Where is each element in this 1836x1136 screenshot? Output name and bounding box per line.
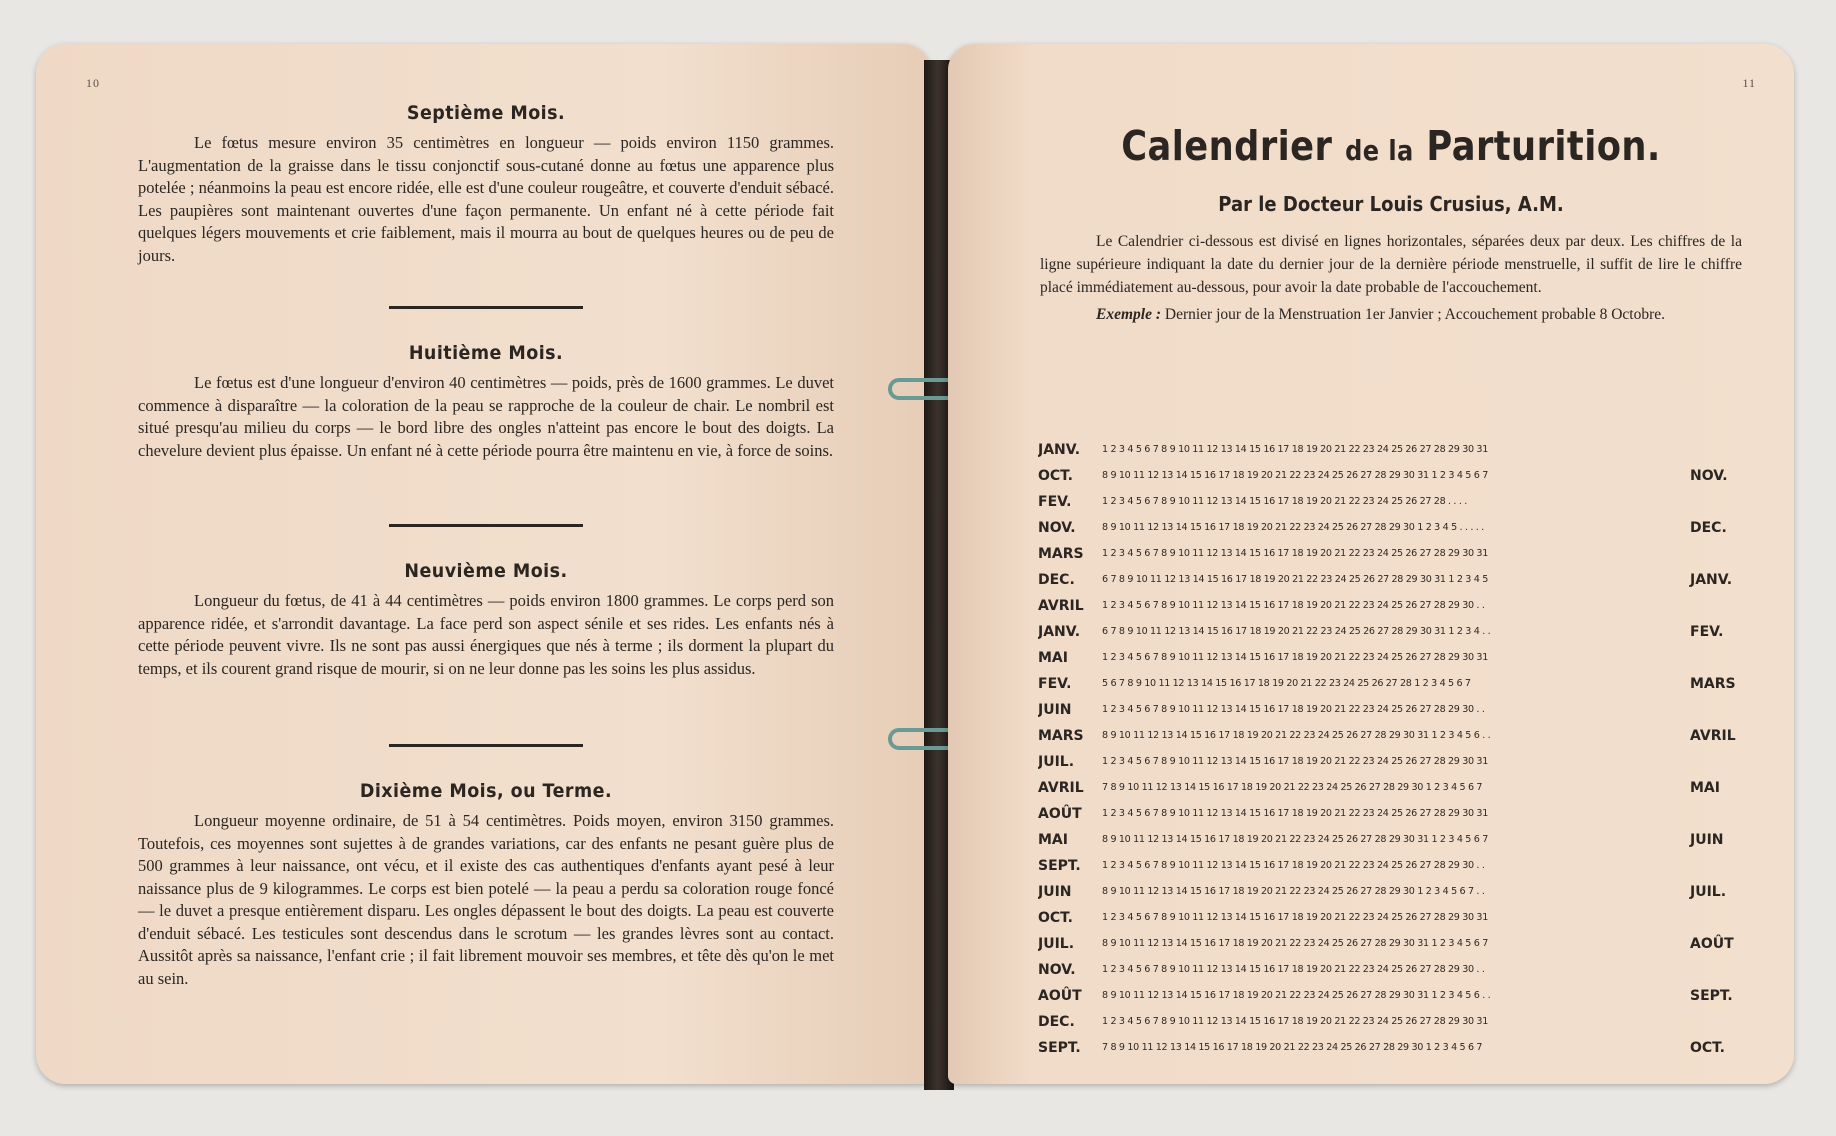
calendar-row-last-period: [1038, 957, 1742, 983]
month-label: MAI: [1038, 650, 1068, 666]
next-month-label: JUIL.: [1690, 884, 1727, 900]
month-label: MARS: [1038, 546, 1084, 562]
day-numbers: 1 2 3 4 5 6 7 8 9 10 11 12 13 14 15 16 17 18 19 20 21 22 23 24 25 26 27 28 29 30 31: [1102, 912, 1488, 923]
empty-cell: [1686, 437, 1742, 463]
day-numbers: 1 2 3 4 5 6 7 8 9 10 11 12 13 14 15 16 17 18 19 20 21 22 23 24 25 26 27 28 . . . .: [1102, 496, 1467, 507]
right-page: [948, 44, 1794, 1084]
day-numbers: 1 2 3 4 5 6 7 8 9 10 11 12 13 14 15 16 17 18 19 20 21 22 23 24 25 26 27 28 29 30 . .: [1102, 600, 1485, 611]
month-label: AVRIL: [1038, 780, 1084, 796]
day-numbers: 1 2 3 4 5 6 7 8 9 10 11 12 13 14 15 16 17 18 19 20 21 22 23 24 25 26 27 28 29 30 . .: [1102, 704, 1485, 715]
day-numbers: 6 7 8 9 10 11 12 13 14 15 16 17 18 19 20 21 22 23 24 25 26 27 28 29 30 31 1 2 3 4 5: [1102, 574, 1488, 585]
calendar-row-due-date: [1038, 1035, 1742, 1061]
section-ninth-month: [138, 560, 834, 680]
day-numbers: 8 9 10 11 12 13 14 15 16 17 18 19 20 21 22 23 24 25 26 27 28 29 30 31 1 2 3 4 5 6 . .: [1102, 730, 1491, 741]
calendar-row-due-date: [1038, 619, 1742, 645]
calendar-row-last-period: [1038, 645, 1742, 671]
month-label: SEPT.: [1038, 858, 1081, 874]
day-numbers: 1 2 3 4 5 6 7 8 9 10 11 12 13 14 15 16 17 18 19 20 21 22 23 24 25 26 27 28 29 30 31: [1102, 756, 1488, 767]
empty-cell: [1686, 489, 1742, 515]
section-tenth-month: [138, 780, 834, 990]
month-label: JANV.: [1038, 442, 1081, 458]
next-month-label: AOÛT: [1690, 936, 1734, 952]
title-end: Parturition.: [1426, 122, 1661, 170]
section-title: Huitième Mois.: [408, 342, 564, 364]
empty-cell: [1686, 749, 1742, 775]
calendar-row-last-period: [1038, 489, 1742, 515]
day-numbers: 7 8 9 10 11 12 13 14 15 16 17 18 19 20 21 22 23 24 25 26 27 28 29 30 1 2 3 4 5 6 7: [1102, 782, 1483, 793]
title-main: Calendrier: [1121, 122, 1333, 170]
calendar-row-last-period: [1038, 749, 1742, 775]
next-month-label: FEV.: [1690, 624, 1724, 640]
section-title: Dixième Mois, ou Terme.: [359, 780, 613, 802]
day-numbers: 8 9 10 11 12 13 14 15 16 17 18 19 20 21 22 23 24 25 26 27 28 29 30 1 2 3 4 5 . . . . .: [1102, 522, 1484, 533]
month-label: FEV.: [1038, 676, 1072, 692]
day-numbers: 1 2 3 4 5 6 7 8 9 10 11 12 13 14 15 16 17 18 19 20 21 22 23 24 25 26 27 28 29 30 . .: [1102, 964, 1485, 975]
calendar-row-due-date: [1038, 515, 1742, 541]
day-numbers: 1 2 3 4 5 6 7 8 9 10 11 12 13 14 15 16 17 18 19 20 21 22 23 24 25 26 27 28 29 30 . .: [1102, 860, 1485, 871]
calendar-row-last-period: [1038, 801, 1742, 827]
day-numbers: 6 7 8 9 10 11 12 13 14 15 16 17 18 19 20 21 22 23 24 25 26 27 28 29 30 31 1 2 3 4 . .: [1102, 626, 1491, 637]
section-text: Le fœtus est d'une longueur d'environ 40 centimètres — poids, près de 1600 grammes. Le duvet commence à disparaître — la coloration de la peau se rapproche de la couleur de chair. Le nombril est situé presqu'au milieu du corps — le bord libre des ongles n'atteint pas encore le bout des doigts. La chevelure devient plus épaisse. Un enfant né à cette période pourra être maintenu en vie, à force de soins.: [138, 373, 834, 460]
month-label: MARS: [1038, 728, 1084, 744]
month-label: OCT.: [1038, 468, 1073, 484]
calendar-row-due-date: [1038, 931, 1742, 957]
section-title: Septième Mois.: [406, 102, 566, 124]
calendar-row-due-date: [1038, 827, 1742, 853]
month-label: JUIL.: [1038, 936, 1075, 952]
section-text: Longueur moyenne ordinaire, de 51 à 54 centimètres. Poids moyen, environ 3150 grammes. Toutefois, ces moyennes sont sujettes à de grandes variations, car des enfants ne pesant guère plus de 500 grammes à leur naissance, ont vécu, et il existe des cas authentiques d'enfants ayant pesé à leur naissance plus de 9 kilogrammes. Le corps est bien potelé — la peau a perdu sa coloration rouge foncé — le duvet a presque entièrement disparu. Les ongles dépassent le bout des doigts. La peau est couverte d'enduit sébacé. Les testicules sont descendus dans le scrotum — les grandes lèvres sont au contact. Aussitôt après sa naissance, l'enfant crie ; il fait librement mouvoir ses membres, et tête dès qu'on le met au sein.: [138, 811, 834, 988]
day-numbers: 7 8 9 10 11 12 13 14 15 16 17 18 19 20 21 22 23 24 25 26 27 28 29 30 1 2 3 4 5 6 7: [1102, 1042, 1483, 1053]
next-month-label: SEPT.: [1690, 988, 1733, 1004]
section-divider: [389, 306, 583, 309]
calendar-row-last-period: [1038, 437, 1742, 463]
month-label: JANV.: [1038, 624, 1081, 640]
example-paragraph: [1040, 303, 1742, 326]
right-folio: 11: [1742, 76, 1756, 90]
empty-cell: [1686, 957, 1742, 983]
day-numbers: 8 9 10 11 12 13 14 15 16 17 18 19 20 21 22 23 24 25 26 27 28 29 30 31 1 2 3 4 5 6 7: [1102, 834, 1488, 845]
calendar-row-due-date: [1038, 671, 1742, 697]
left-folio: 10: [86, 76, 100, 90]
empty-cell: [1686, 541, 1742, 567]
month-label: FEV.: [1038, 494, 1072, 510]
calendar-row-last-period: [1038, 853, 1742, 879]
month-label: JUIL.: [1038, 754, 1075, 770]
day-numbers: 8 9 10 11 12 13 14 15 16 17 18 19 20 21 22 23 24 25 26 27 28 29 30 1 2 3 4 5 6 7 . .: [1102, 886, 1485, 897]
calendar-row-last-period: [1038, 697, 1742, 723]
calendar-row-last-period: [1038, 541, 1742, 567]
month-label: SEPT.: [1038, 1040, 1081, 1056]
day-numbers: 1 2 3 4 5 6 7 8 9 10 11 12 13 14 15 16 17 18 19 20 21 22 23 24 25 26 27 28 29 30 31: [1102, 808, 1488, 819]
month-label: AOÛT: [1038, 806, 1082, 822]
section-divider: [389, 524, 583, 527]
calendar-row-due-date: [1038, 723, 1742, 749]
month-label: DEC.: [1038, 1014, 1075, 1030]
title-connector: de la: [1345, 134, 1414, 167]
section-divider: [389, 744, 583, 747]
calendar-row-last-period: [1038, 905, 1742, 931]
left-page: [36, 44, 930, 1084]
calendar-row-due-date: [1038, 567, 1742, 593]
day-numbers: 1 2 3 4 5 6 7 8 9 10 11 12 13 14 15 16 17 18 19 20 21 22 23 24 25 26 27 28 29 30 31: [1102, 548, 1488, 559]
month-label: JUIN: [1038, 702, 1072, 718]
section-title: Neuvième Mois.: [404, 560, 568, 582]
day-numbers: 1 2 3 4 5 6 7 8 9 10 11 12 13 14 15 16 17 18 19 20 21 22 23 24 25 26 27 28 29 30 31: [1102, 444, 1488, 455]
month-label: AOÛT: [1038, 988, 1082, 1004]
author-line: Par le Docteur Louis Crusius, A.M.: [1218, 192, 1564, 216]
day-numbers: 8 9 10 11 12 13 14 15 16 17 18 19 20 21 22 23 24 25 26 27 28 29 30 31 1 2 3 4 5 6 . .: [1102, 990, 1491, 1001]
calendar-row-due-date: [1038, 983, 1742, 1009]
next-month-label: NOV.: [1690, 468, 1728, 484]
intro-text: Le Calendrier ci-dessous est divisé en lignes horizontales, séparées deux par deux. Les chiffres de la ligne supérieure indiquant la date du dernier jour de la dernière période menstruelle, il suffit de lire le chiffre placé immédiatement au-dessous, pour avoir la date probable de l'accouchement.: [1040, 233, 1742, 296]
month-label: AVRIL: [1038, 598, 1084, 614]
section-seventh-month: [138, 102, 834, 267]
month-label: DEC.: [1038, 572, 1075, 588]
day-numbers: 1 2 3 4 5 6 7 8 9 10 11 12 13 14 15 16 17 18 19 20 21 22 23 24 25 26 27 28 29 30 31: [1102, 1016, 1488, 1027]
next-month-label: JUIN: [1690, 832, 1724, 848]
introduction: [1040, 230, 1742, 326]
empty-cell: [1686, 697, 1742, 723]
next-month-label: OCT.: [1690, 1040, 1725, 1056]
next-month-label: MAI: [1690, 780, 1720, 796]
empty-cell: [1686, 905, 1742, 931]
page-title: [1089, 122, 1693, 170]
day-numbers: 5 6 7 8 9 10 11 12 13 14 15 16 17 18 19 20 21 22 23 24 25 26 27 28 1 2 3 4 5 6 7: [1102, 678, 1471, 689]
month-label: OCT.: [1038, 910, 1073, 926]
calendar-row-due-date: [1038, 463, 1742, 489]
next-month-label: JANV.: [1690, 572, 1733, 588]
month-label: MAI: [1038, 832, 1068, 848]
example-label: Exemple :: [1096, 306, 1161, 323]
next-month-label: AVRIL: [1690, 728, 1736, 744]
empty-cell: [1686, 1009, 1742, 1035]
month-label: NOV.: [1038, 520, 1076, 536]
calendar-row-last-period: [1038, 1009, 1742, 1035]
empty-cell: [1686, 801, 1742, 827]
calendar-row-due-date: [1038, 879, 1742, 905]
section-eighth-month: [138, 342, 834, 462]
section-text: Longueur du fœtus, de 41 à 44 centimètres — poids environ 1800 grammes. Le corps perd son apparence ridée, et s'arrondit davantage. La face perd son aspect sénile et ses rides. Les enfants nés à cette période peuvent vivre. Ils ne sont pas aussi énergiques que nés à terme ; ils dorment la plupart du temps, et ils courent grand risque de mourir, si on ne leur donne pas les soins les plus assidus.: [138, 591, 834, 678]
empty-cell: [1686, 593, 1742, 619]
empty-cell: [1686, 853, 1742, 879]
calendar-row-due-date: [1038, 775, 1742, 801]
month-label: NOV.: [1038, 962, 1076, 978]
calendar-row-last-period: [1038, 593, 1742, 619]
example-text: Dernier jour de la Menstruation 1er Janvier ; Accouchement probable 8 Octobre.: [1164, 306, 1665, 323]
empty-cell: [1686, 645, 1742, 671]
next-month-label: MARS: [1690, 676, 1736, 692]
section-text: Le fœtus mesure environ 35 centimètres en longueur — poids environ 1150 grammes. L'augmentation de la graisse dans le tissu conjonctif sous-cutané donne au fœtus une apparence plus potelée ; néanmoins la peau est encore ridée, elle est d'une couleur rougeâtre, et couverte d'enduit sébacé. Les paupières sont maintenant ouvertes d'une façon permanente. Un enfant né à cette période fait quelques légers mouvements et crie faiblement, mais il mourra au bout de quelques heures ou de peu de jours.: [138, 133, 834, 265]
day-numbers: 8 9 10 11 12 13 14 15 16 17 18 19 20 21 22 23 24 25 26 27 28 29 30 31 1 2 3 4 5 6 7: [1102, 938, 1488, 949]
day-numbers: 1 2 3 4 5 6 7 8 9 10 11 12 13 14 15 16 17 18 19 20 21 22 23 24 25 26 27 28 29 30 31: [1102, 652, 1488, 663]
month-label: JUIN: [1038, 884, 1072, 900]
parturition-calendar: [1038, 437, 1742, 1061]
day-numbers: 8 9 10 11 12 13 14 15 16 17 18 19 20 21 22 23 24 25 26 27 28 29 30 31 1 2 3 4 5 6 7: [1102, 470, 1488, 481]
next-month-label: DEC.: [1690, 520, 1727, 536]
